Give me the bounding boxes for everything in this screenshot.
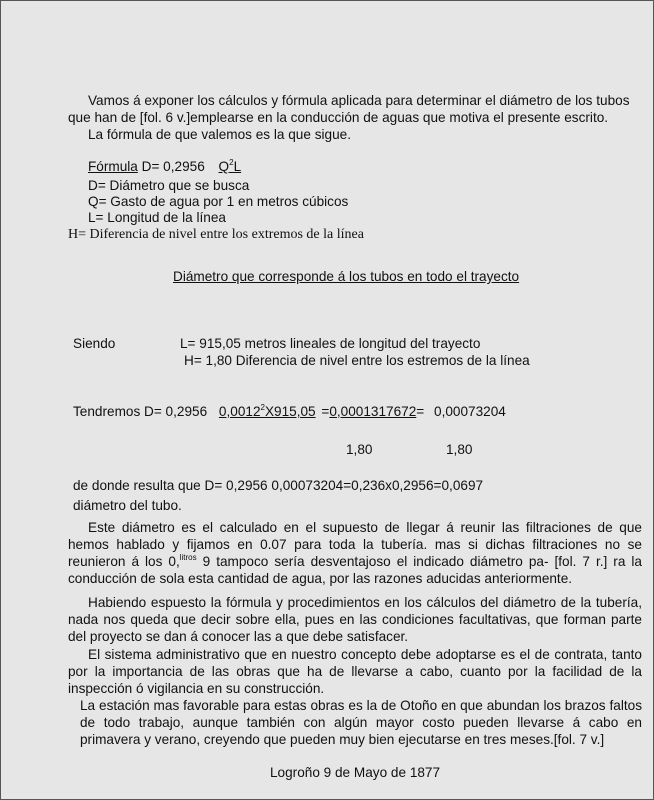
equals-2: =: [416, 404, 425, 419]
equals-1: =: [321, 404, 330, 419]
definition-q: Q= Gasto de agua por 1 en metros cúbicos: [88, 194, 349, 209]
paragraph-estacion-text: La estación mas favorable para estas obras es la de Otoño en que abundan los brazos faltos de todo trabajo, aunque también con algún mayor costo pueden llevarse á cabo en primavera y verano, creyendo que pueden muy bien ejecutarse en tres meses.[fol. 7 v.]: [80, 698, 642, 747]
formula-q: [219, 159, 242, 174]
formula-label: Fórmula: [88, 159, 138, 174]
definition-d: D= Diámetro que se busca: [88, 178, 250, 193]
intro-line-3: La fórmula de que valemos es la que sigue.: [88, 127, 351, 142]
formula-expression: D= 0,2956: [141, 159, 205, 174]
conclusion-line-2: diámetro del tubo.: [73, 498, 182, 513]
numerator-2: 0,0001317672: [329, 404, 417, 419]
numerator-1: [219, 404, 316, 419]
paragraph-filtraciones-b: 9 tampoco sería desventajoso el indicado diámetro pa- [fol. 7 r.] ra la conducción de sola esta cantidad de agua, por las razones aducidas anteriormente.: [68, 554, 642, 586]
intro-line-1: Vamos á exponer los cálculos y fórmula aplicada para determinar el diámetro de los tubos: [88, 93, 630, 108]
conclusion-line-1: de donde resulta que D= 0,2956 0,00073204=0,236x0,2956=0,0697: [73, 478, 484, 493]
paragraph-sistema: El sistema administrativo que en nuestro concepto debe adoptarse es el de contrata, tanto por la importancia de las obras que ha de llevarse a cabo, cuanto por la facilidad de la inspección ó vigilancia en su construcción.: [68, 647, 642, 696]
numerator-1-base: 0,0012: [218, 404, 261, 419]
paragraph-estacion: [80, 697, 642, 748]
formula-q-letter: Q: [218, 159, 230, 174]
formula-l: L: [233, 159, 242, 174]
siendo-l: L= 915,05 metros lineales de longitud del trayecto: [180, 336, 481, 351]
numerator-1-rest: X915,05: [264, 404, 316, 419]
paragraph-formula: Habiendo espuesto la fórmula y procedimientos en los cálculos del diámetro de la tubería, nada nos queda que decir sobre ella, pues en las condiciones facultativas, que forman parte del proyecto se dan á conocer las a que debe satisfacer.: [68, 595, 642, 644]
siendo-h: H= 1,80 Diferencia de nivel entre los estremos de la línea: [184, 353, 530, 368]
siendo-label: Siendo: [73, 336, 116, 351]
paragraph-filtraciones-sup: litros: [179, 553, 197, 562]
formula-line: [88, 158, 241, 175]
paragraph-filtraciones-a: Este diámetro es el calculado en el supuesto de llegar á reunir las filtraciones de que hemos hablado y fijamos en 0.07 para toda la tubería. mas si dichas filtraciones no se reunieron á los 0,: [68, 520, 642, 569]
intro-line-2: que han de [fol. 6 v.]emplearse en la conducción de aguas que motiva el presente escrito.: [68, 110, 609, 125]
paragraph-filtraciones: [68, 519, 642, 587]
tendremos-line: [73, 403, 506, 420]
signature-date: Logroño 9 de Mayo de 1877: [270, 765, 441, 780]
section-title: Diámetro que corresponde á los tubos en todo el trayecto: [173, 269, 520, 284]
formula-exponent: 2: [229, 158, 234, 167]
definition-l: L= Longitud de la línea: [88, 210, 226, 225]
numerator-1-exp: 2: [260, 403, 265, 412]
tendremos-lead: Tendremos D= 0,2956: [73, 404, 208, 419]
tendremos-result: 0,00073204: [434, 404, 506, 419]
definition-h: H= Diferencia de nivel entre los extremos de la línea: [68, 227, 364, 242]
denominator-1: 1,80: [346, 442, 373, 457]
denominator-2: 1,80: [446, 442, 473, 457]
